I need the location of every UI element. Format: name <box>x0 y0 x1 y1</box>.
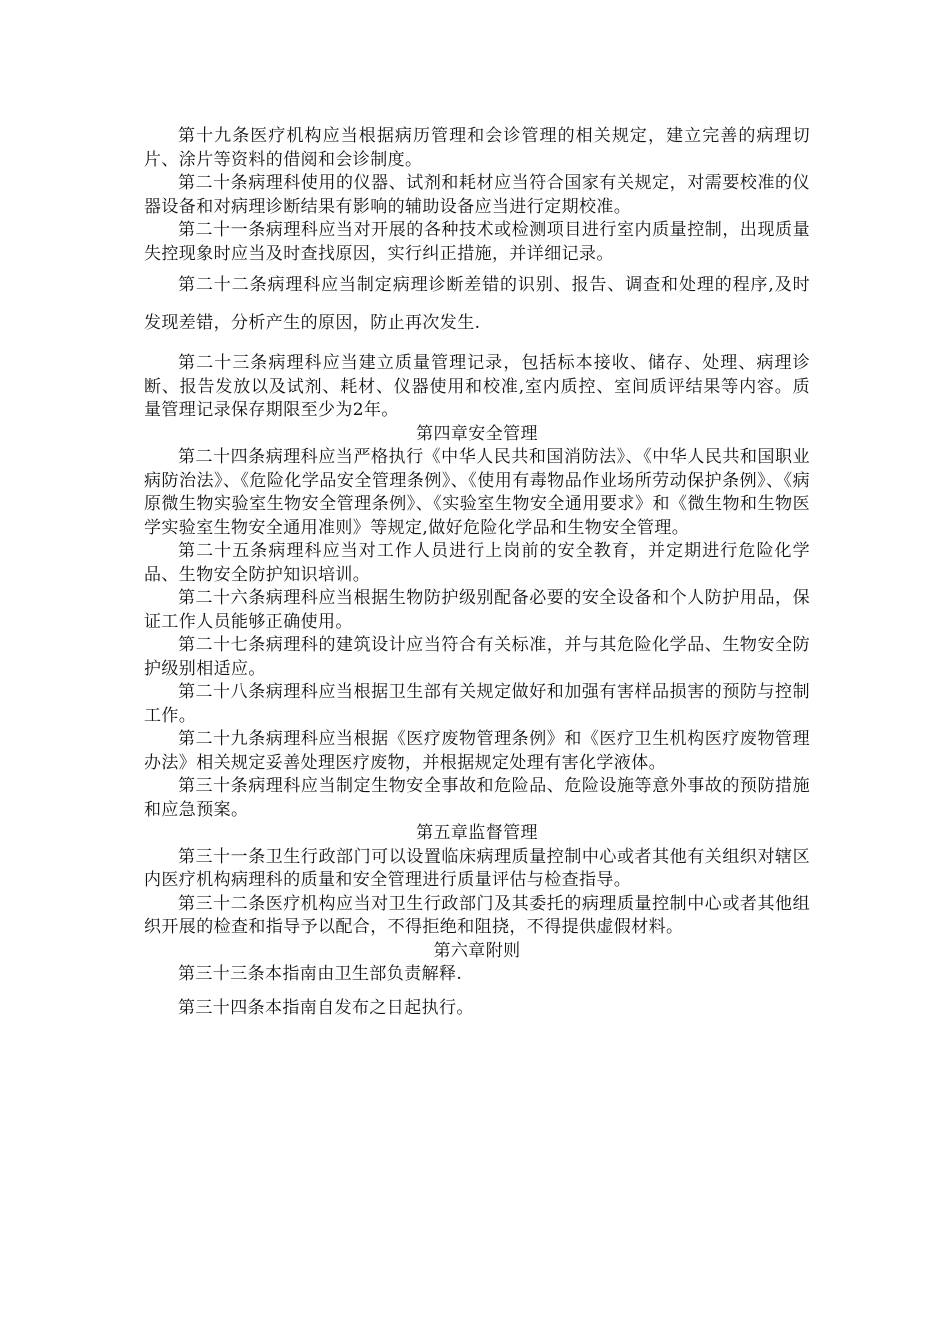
article-31: 第三十一条卫生行政部门可以设置临床病理质量控制中心或者其他有关组织对辖区内医疗机构病理科的质量和安全管理进行质量评估与检查指导。 <box>144 846 810 890</box>
article-27: 第二十七条病理科的建筑设计应当符合有关标准，并与其危险化学品、生物安全防护级别相适应。 <box>144 635 810 679</box>
article-33: 第三十三条本指南由卫生部负责解释. <box>178 964 463 984</box>
article-20: 第二十条病理科使用的仪器、试剂和耗材应当符合国家有关规定，对需要校准的仪器设备和对病理诊断结果有影响的辅助设备应当进行定期校准。 <box>144 173 810 217</box>
article-26: 第二十六条病理科应当根据生物防护级别配备必要的安全设备和个人防护用品，保证工作人员能够正确使用。 <box>144 588 810 632</box>
document-page <box>144 125 810 1020</box>
chapter-4-heading: 第四章安全管理 <box>416 423 538 444</box>
article-29: 第二十九条病理科应当根据《医疗废物管理条例》和《医疗卫生机构医疗废物管理办法》相关规定妥善处理医疗废物，并根据规定处理有害化学液体。 <box>144 729 810 773</box>
article-28: 第二十八条病理科应当根据卫生部有关规定做好和加强有害样品损害的预防与控制工作。 <box>144 682 810 726</box>
article-22: 第二十二条病理科应当制定病理诊断差错的识别、报告、调查和处理的程序,及时发现差错，分析产生的原因，防止再次发生. <box>144 275 810 333</box>
article-24: 第二十四条病理科应当严格执行《中华人民共和国消防法》、《中华人民共和国职业病防治法》、《危险化学品安全管理条例》、《使用有毒物品作业场所劳动保护条例》、《病原微生物实验室生物安全管理条例》、《实验室生物安全通用要求》和《微生物和生物医学实验室生物安全通用准则》等规定,做好危险化学品和生物安全管理。 <box>144 447 810 538</box>
article-19: 第十九条医疗机构应当根据病历管理和会诊管理的相关规定，建立完善的病理切片、涂片等资料的借阅和会诊制度。 <box>144 126 810 170</box>
article-23: 第二十三条病理科应当建立质量管理记录，包括标本接收、储存、处理、病理诊断、报告发放以及试剂、耗材、仪器使用和校准,室内质控、室间质评结果等内容。质量管理记录保存期限至少为2年。 <box>144 353 810 420</box>
chapter-5-heading: 第五章监督管理 <box>416 823 538 843</box>
article-32: 第三十二条医疗机构应当对卫生行政部门及其委托的病理质量控制中心或者其他组织开展的检查和指导予以配合，不得拒绝和阻挠，不得提供虚假材料。 <box>144 893 810 937</box>
chapter-6-heading: 第六章附则 <box>433 940 521 961</box>
article-25: 第二十五条病理科应当对工作人员进行上岗前的安全教育，并定期进行危险化学品、生物安全防护知识培训。 <box>144 541 810 585</box>
article-34: 第三十四条本指南自发布之日起执行。 <box>178 997 474 1018</box>
article-30: 第三十条病理科应当制定生物安全事故和危险品、危险设施等意外事故的预防措施和应急预案。 <box>144 776 810 820</box>
article-21: 第二十一条病理科应当对开展的各种技术或检测项目进行室内质量控制，出现质量失控现象时应当及时查找原因，实行纠正措施，并详细记录。 <box>144 220 810 264</box>
